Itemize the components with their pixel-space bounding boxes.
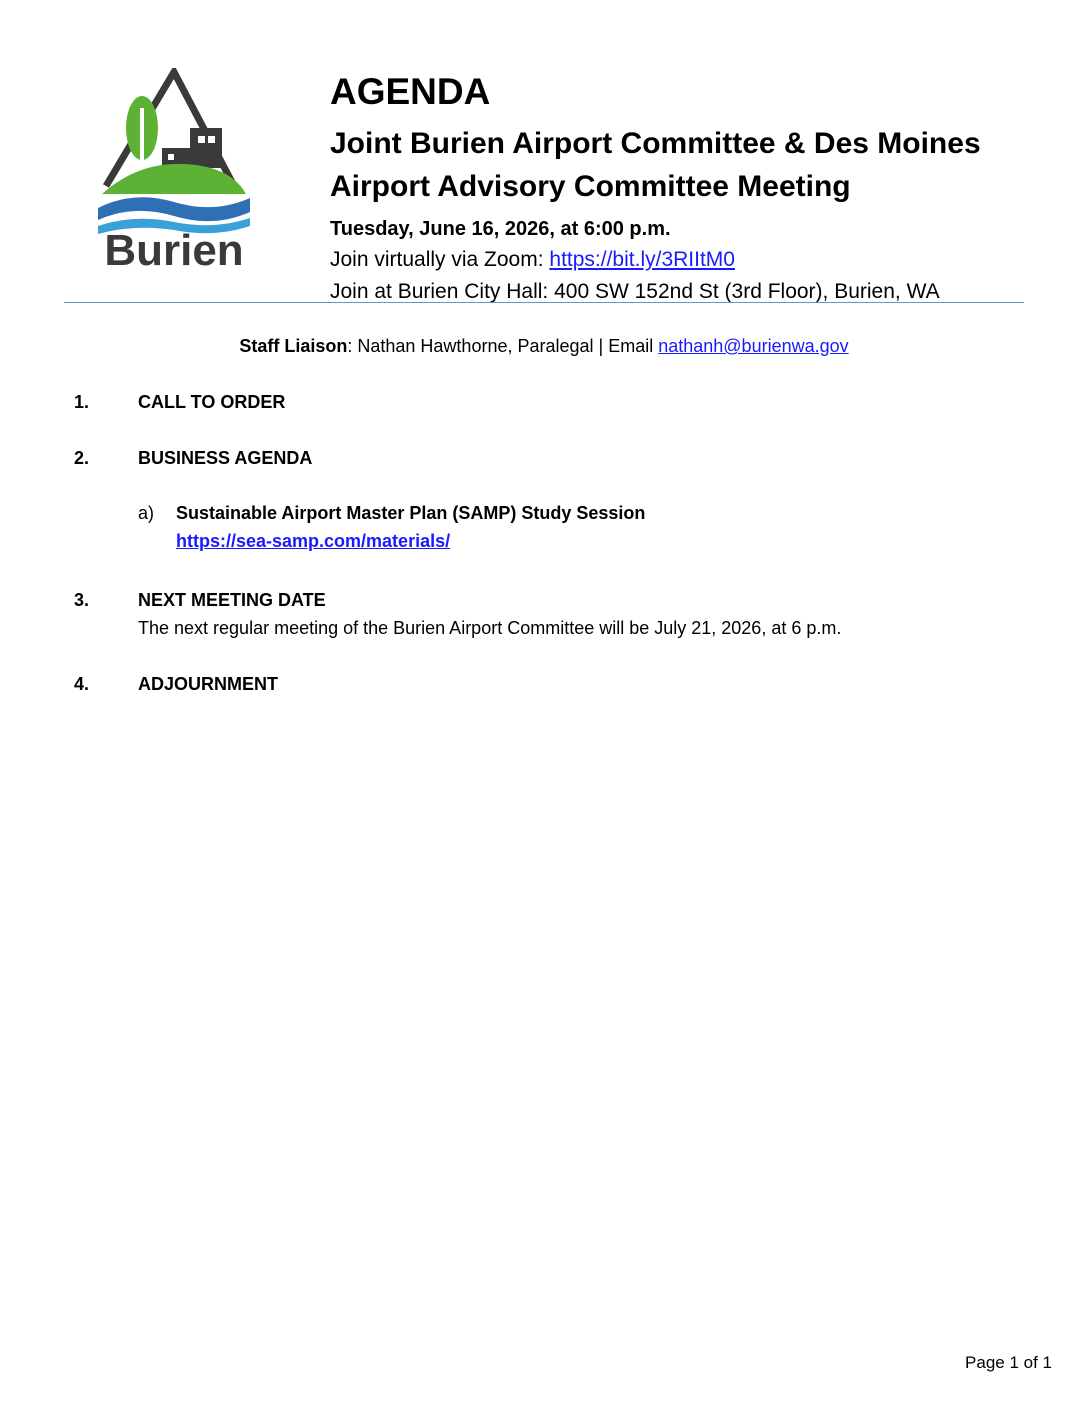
meeting-name-line2: Airport Advisory Committee Meeting (330, 170, 851, 203)
item-number: 4. (74, 674, 90, 694)
header (330, 68, 1050, 308)
header-divider (64, 302, 1024, 303)
burien-logo-icon (84, 68, 264, 273)
item-label: CALL TO ORDER (138, 392, 286, 412)
liaison-label: Staff Liaison (239, 336, 348, 356)
liaison-text: : Nathan Hawthorne, Paralegal | Email (347, 336, 659, 356)
liaison-email-link[interactable]: nathanh@burienwa.gov (658, 336, 849, 356)
item-number: 3. (74, 590, 90, 610)
page-title: AGENDA (330, 71, 491, 112)
burien-logo (84, 68, 264, 273)
logo-wordmark: Burien (104, 226, 244, 273)
item-label: NEXT MEETING DATE (138, 590, 326, 610)
meeting-name (330, 122, 1050, 208)
staff-liaison (0, 333, 1088, 359)
location-line: Join at Burien City Hall: 400 SW 152nd St (3rd Floor), Burien, WA (330, 280, 940, 303)
item-description: The next regular meeting of the Burien Airport Committee will be July 21, 2026, at 6 p.m. (138, 618, 842, 638)
zoom-line (330, 244, 1050, 276)
page-number: Page 1 of 1 (965, 1353, 1052, 1372)
meeting-datetime: Tuesday, June 16, 2026, at 6:00 p.m. (330, 218, 671, 240)
item-label: ADJOURNMENT (138, 674, 279, 694)
subitem-letter: a) (138, 503, 155, 523)
meeting-name-line1: Joint Burien Airport Committee & Des Moines (330, 127, 981, 160)
zoom-prefix: Join virtually via Zoom: (330, 248, 550, 271)
subitem-title: Sustainable Airport Master Plan (SAMP) Study Session (176, 503, 646, 523)
item-number: 2. (74, 448, 90, 468)
samp-materials-link[interactable]: https://sea-samp.com/materials/ (176, 531, 451, 551)
item-number: 1. (74, 392, 90, 412)
zoom-link[interactable]: https://bit.ly/3RIItM0 (549, 248, 735, 271)
item-label: BUSINESS AGENDA (138, 448, 313, 468)
